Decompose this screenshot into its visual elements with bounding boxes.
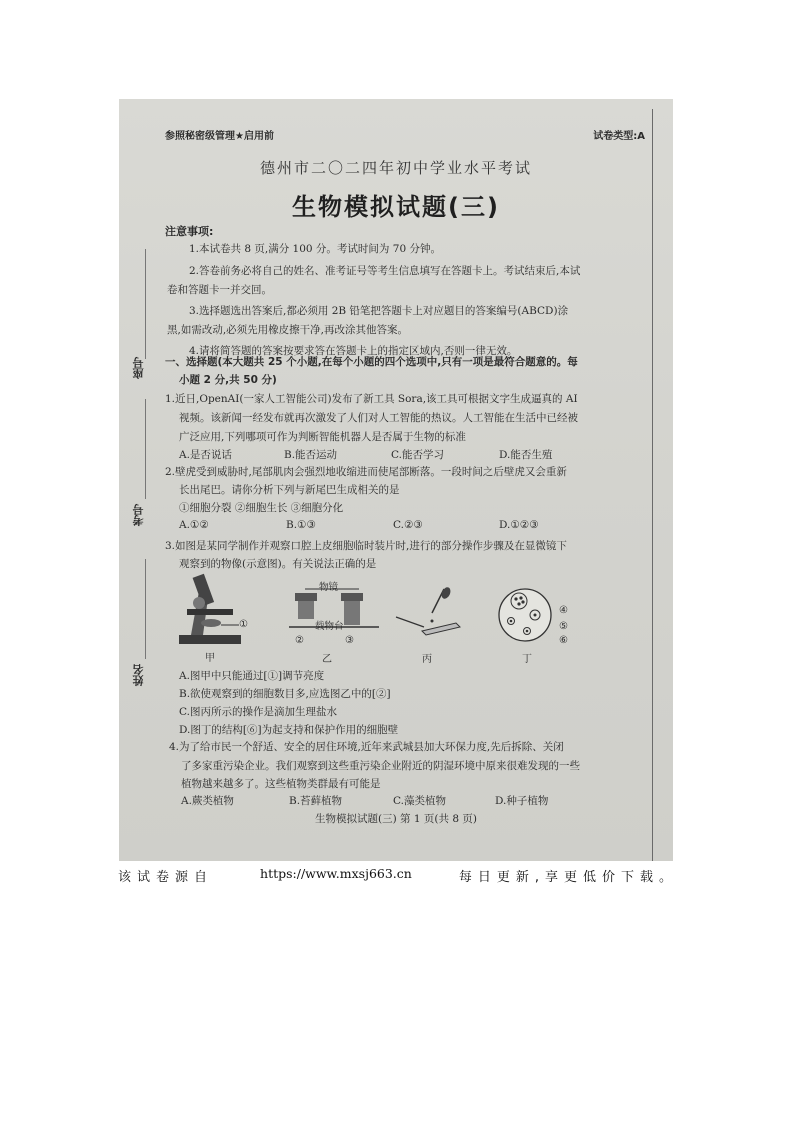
figure-mark-6: ⑥: [559, 635, 568, 646]
seat-line: [145, 249, 146, 359]
q4-option-b: B.苔藓植物: [289, 795, 343, 807]
q3-option-b: B.欲使观察到的细胞数目多,应选图乙中的[②]: [179, 688, 391, 700]
cell-view-figure: [497, 587, 553, 643]
notice-item: 4.请将简答题的答案按要求答在答题卡上的指定区域内,否则一律无效。: [189, 345, 518, 357]
exam-no-label: 考号: [132, 504, 145, 526]
question-1-line: 1.近日,OpenAI(一家人工智能公司)发布了新工具 Sora,该工具可根据文字生成逼真的 AI: [165, 393, 578, 405]
figure-label-stage: 载物台: [315, 621, 344, 632]
q3-option-a: A.图甲中只能通过[①]调节亮度: [179, 670, 325, 682]
paper-type-label: 试卷类型:A: [593, 131, 645, 142]
figure-mark-4: ④: [559, 605, 568, 616]
exam-paper: [119, 99, 659, 861]
watermark-url[interactable]: https://www.mxsj663.cn: [260, 866, 412, 881]
q4-option-a: A.蕨类植物: [181, 795, 234, 807]
q2-option-a: A.①②: [179, 519, 209, 531]
q2-option-b: B.①③: [286, 519, 316, 531]
notice-item: 卷和答题卡一并交回。: [167, 284, 272, 296]
confidential-label: 参照秘密级管理★启用前: [165, 131, 274, 142]
q2-option-d: D.①②③: [499, 519, 539, 531]
watermark-suffix: 每日更新,享更低价下载。: [458, 870, 678, 885]
notice-item: 2.答卷前务必将自己的姓名、准考证号等考生信息填写在答题卡上。考试结束后,本试: [189, 265, 581, 277]
q3-option-c: C.图丙所示的操作是滴加生理盐水: [179, 706, 337, 718]
q2-option-c: C.②③: [393, 519, 423, 531]
question-2-line: 2.壁虎受到威胁时,尾部肌肉会强烈地收缩进而使尾部断落。一段时间之后壁虎又会重新: [165, 466, 567, 478]
page-footer: 生物模拟试题(三) 第 1 页(共 8 页): [315, 813, 477, 825]
figure-mark-3: ③: [345, 635, 354, 646]
question-3-line: 观察到的物像(示意图)。有关说法正确的是: [179, 558, 377, 570]
question-1-line: 广泛应用,下列哪项可作为判断智能机器人是否属于生物的标准: [179, 431, 466, 443]
exam-photo: [119, 99, 673, 861]
figure-label-ding: 丁: [522, 654, 532, 665]
name-label: 姓名: [132, 664, 145, 686]
seat-label: 座号: [132, 357, 145, 379]
figure-label-jia: 甲: [205, 653, 215, 664]
q1-option-c: C.能否学习: [391, 449, 444, 461]
section-heading-2: 小题 2 分,共 50 分): [179, 374, 277, 386]
exam-no-line: [145, 399, 146, 499]
figure-mark-2: ②: [295, 635, 304, 646]
figure-label-bing: 丙: [422, 654, 432, 665]
q4-option-c: C.藻类植物: [393, 795, 446, 807]
notice-item: 1.本试卷共 8 页,满分 100 分。考试时间为 70 分钟。: [189, 243, 441, 255]
q1-option-a: A.是否说话: [179, 449, 232, 461]
q3-option-d: D.图丁的结构[⑥]为起支持和保护作用的细胞壁: [179, 724, 399, 736]
paper-subtitle: 生物模拟试题(三): [292, 193, 500, 221]
figure-mark-1: ①: [239, 619, 248, 630]
notice-item: 黑,如需改动,必须先用橡皮擦干净,再改涂其他答案。: [167, 324, 409, 336]
name-line: [145, 559, 146, 659]
notice-heading: 注意事项:: [165, 225, 214, 238]
question-2-line: 长出尾巴。请你分析下列与新尾巴生成相关的是: [179, 484, 400, 496]
figure-mark-5: ⑤: [559, 621, 568, 632]
figure-label-yi: 乙: [322, 654, 332, 665]
question-4-line: 4.为了给市民一个舒适、安全的居住环境,近年来武城县加大环保力度,先后拆除、关闭: [169, 741, 564, 753]
question-3-line: 3.如图是某同学制作并观察口腔上皮细胞临时装片时,进行的部分操作步骤及在显微镜下: [165, 540, 567, 552]
notice-item: 3.选择题选出答案后,都必须用 2B 铅笔把答题卡上对应题目的答案编号(ABCD)涂: [189, 305, 569, 317]
dropper-figure: [394, 587, 464, 639]
q1-option-d: D.能否生殖: [499, 449, 553, 461]
figure-label-objective: 物镜: [319, 582, 339, 593]
watermark-prefix: 该试卷源自: [118, 870, 214, 885]
section-heading: 一、选择题(本大题共 25 个小题,在每个小题的四个选项中,只有一项是最符合题意的。每: [165, 356, 578, 368]
source-watermark: [118, 866, 678, 885]
question-4-line: 植物越来越多了。这些植物类群最有可能是: [181, 778, 381, 790]
q1-option-b: B.能否运动: [284, 449, 338, 461]
exam-title: 德州市二〇二四年初中学业水平考试: [259, 159, 532, 177]
question-4-line: 了多家重污染企业。我们观察到这些重污染企业附近的阴湿环境中原来很难发现的一些: [181, 760, 580, 772]
q4-option-d: D.种子植物: [495, 795, 549, 807]
question-1-line: 视频。该新闻一经发布就再次激发了人们对人工智能的热议。人工智能在生活中已经被: [179, 412, 578, 424]
microscope-figure: [169, 569, 269, 649]
question-2-line: ①细胞分裂 ②细胞生长 ③细胞分化: [179, 502, 344, 514]
